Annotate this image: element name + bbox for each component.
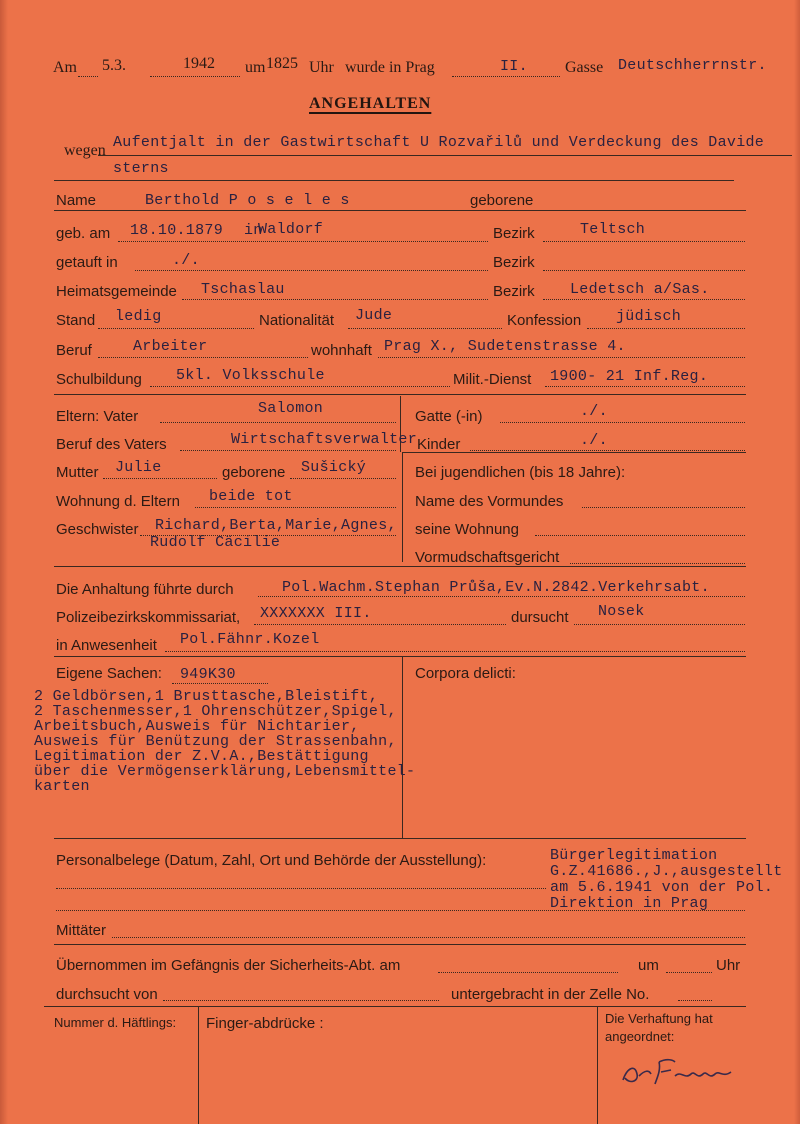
kommissariat-label: Polizeibezirkskommissariat, bbox=[56, 609, 241, 626]
rule bbox=[172, 683, 268, 684]
wohnhaft-label: wohnhaft bbox=[311, 342, 372, 359]
milit-value: 1900- 21 Inf.Reg. bbox=[550, 368, 709, 385]
items-line: Ausweis für Benützung der Strassenbahn, bbox=[34, 733, 397, 750]
dursucht-value: Nosek bbox=[598, 603, 645, 620]
rule bbox=[78, 76, 98, 77]
street: Deutschherrnstr. bbox=[618, 57, 767, 74]
rule bbox=[587, 328, 745, 329]
stand-label: Stand bbox=[56, 312, 96, 329]
personalbelege-line: G.Z.41686.,J.,ausgestellt bbox=[550, 863, 783, 880]
geschwister-label: Geschwister bbox=[56, 521, 139, 538]
rule bbox=[150, 76, 240, 77]
jugend-label: Bei jugendlichen (bis 18 Jahre): bbox=[415, 464, 626, 481]
personalbelege-line: Bürgerlegitimation bbox=[550, 847, 718, 864]
rule bbox=[348, 328, 502, 329]
um-label: um bbox=[245, 59, 266, 76]
gatte-value: ./. bbox=[580, 403, 608, 420]
finger-label: Finger-abdrücke : bbox=[206, 1015, 324, 1032]
wegen-label: wegen bbox=[64, 142, 106, 159]
rule bbox=[574, 624, 745, 625]
verhaftung-label-1: Die Verhaftung hat bbox=[605, 1011, 713, 1026]
district: II. bbox=[500, 58, 528, 75]
rule bbox=[378, 357, 745, 358]
rule bbox=[438, 972, 618, 973]
wohnung-eltern-value: beide tot bbox=[209, 488, 293, 505]
bezirk-value: Teltsch bbox=[580, 221, 646, 238]
verhaftung-label-2: angeordnet: bbox=[605, 1029, 675, 1044]
durchsucht-label: durchsucht von bbox=[56, 986, 158, 1003]
items-line: 2 Taschenmesser,1 Ohrenschützer,Spigel, bbox=[34, 703, 397, 720]
stand-value: ledig bbox=[115, 308, 162, 325]
wurde-label: wurde in Prag bbox=[345, 59, 435, 76]
kinder-label: Kinder bbox=[417, 436, 461, 453]
personalbelege-line: Direktion in Prag bbox=[550, 895, 709, 912]
schule-label: Schulbildung bbox=[56, 371, 142, 388]
mittaeter-label: Mittäter bbox=[56, 922, 107, 939]
anwesenheit-value: Pol.Fähnr.Kozel bbox=[180, 631, 320, 648]
rule bbox=[570, 563, 745, 564]
items-line: Arbeitsbuch,Ausweis für Nichtarier, bbox=[34, 718, 360, 735]
am-label: Am bbox=[53, 59, 77, 76]
paper-edge-left bbox=[0, 0, 8, 1124]
haeftling-label: Nummer d. Häftlings: bbox=[54, 1015, 177, 1030]
schule-value: 5kl. Volksschule bbox=[176, 367, 325, 384]
rule bbox=[163, 1000, 439, 1001]
rule bbox=[543, 299, 745, 300]
rule bbox=[678, 1000, 712, 1001]
section-rule bbox=[54, 838, 746, 839]
anhaltung-label: Die Anhaltung führte durch bbox=[56, 581, 234, 598]
form-title: ANGEHALTEN bbox=[309, 95, 432, 112]
rule bbox=[500, 422, 745, 423]
geb-label: geb. am bbox=[56, 225, 111, 242]
birth-place: Waldorf bbox=[258, 221, 324, 238]
beruf-value: Arbeiter bbox=[133, 338, 208, 355]
signature-image bbox=[615, 1040, 740, 1090]
vormund-wohnung-label: seine Wohnung bbox=[415, 521, 519, 538]
rule bbox=[195, 507, 396, 508]
bezirk-label: Bezirk bbox=[493, 283, 535, 300]
rule bbox=[545, 386, 745, 387]
geborene-label: geborene bbox=[470, 192, 534, 209]
anwesenheit-label: in Anwesenheit bbox=[56, 637, 157, 654]
items-line: über die Vermögenserklärung,Lebensmittel- bbox=[34, 763, 416, 780]
gasse-label: Gasse bbox=[565, 59, 604, 76]
section-rule bbox=[54, 394, 746, 395]
kommissariat-value: XXXXXXX III. bbox=[260, 605, 372, 622]
rule bbox=[582, 507, 745, 508]
vormund-label: Name des Vormundes bbox=[415, 493, 564, 510]
bezirk-value: Ledetsch a/Sas. bbox=[570, 281, 710, 298]
mutter-label: Mutter bbox=[56, 464, 99, 481]
corpora-label: Corpora delicti: bbox=[415, 665, 516, 682]
items-line: Legitimation der Z.V.A.,Bestättigung bbox=[34, 748, 369, 765]
um-label-footer: um bbox=[638, 957, 659, 974]
column-divider bbox=[597, 1006, 598, 1124]
column-divider bbox=[402, 452, 403, 562]
heimat-value: Tschaslau bbox=[201, 281, 285, 298]
wohnhaft-value: Prag X., Sudetenstrasse 4. bbox=[384, 338, 626, 355]
gericht-label: Vormudschaftsgericht bbox=[415, 549, 560, 566]
vater-value: Salomon bbox=[258, 400, 324, 417]
rule bbox=[56, 910, 745, 911]
rule bbox=[140, 535, 396, 536]
section-rule bbox=[54, 944, 746, 945]
rule bbox=[135, 270, 488, 271]
nationalitaet-label: Nationalität bbox=[259, 312, 335, 329]
rule bbox=[98, 328, 254, 329]
rule bbox=[254, 624, 506, 625]
items-line: 2 Geldbörsen,1 Brusttasche,Bleistift, bbox=[34, 688, 379, 705]
getauft-label: getauft in bbox=[56, 254, 118, 271]
section-rule bbox=[44, 1006, 746, 1007]
beruf-vater-label: Beruf des Vaters bbox=[56, 436, 167, 453]
rule bbox=[118, 241, 488, 242]
reason-line-2: sterns bbox=[113, 160, 169, 177]
beruf-label: Beruf bbox=[56, 342, 92, 359]
mutter-geb-label: geborene bbox=[222, 464, 286, 481]
rule bbox=[180, 450, 396, 451]
rule bbox=[54, 180, 734, 181]
uhr-label: Uhr bbox=[309, 59, 334, 76]
mutter-value: Julie bbox=[115, 459, 162, 476]
name-value: Berthold P o s e l e s bbox=[145, 192, 350, 209]
gatte-label: Gatte (-in) bbox=[415, 408, 483, 425]
geschwister-line-2: Rudolf Cäcilie bbox=[150, 534, 281, 551]
rule bbox=[56, 888, 546, 889]
items-list bbox=[34, 689, 415, 794]
birth-date: 18.10.1879 bbox=[130, 222, 224, 239]
rule bbox=[470, 450, 745, 451]
nationalitaet-value: Jude bbox=[355, 307, 393, 324]
beruf-vater-value: Wirtschaftsverwalter bbox=[231, 431, 418, 448]
anhaltung-value: Pol.Wachm.Stephan Průša,Ev.N.2842.Verkehrsabt. bbox=[282, 579, 710, 596]
arrest-date-day: 5.3. bbox=[102, 57, 126, 74]
section-rule bbox=[54, 656, 746, 657]
rule bbox=[103, 478, 217, 479]
geschwister-line-1: Richard,Berta,Marie,Agnes, bbox=[155, 517, 397, 534]
rule bbox=[535, 535, 745, 536]
kinder-value: ./. bbox=[580, 432, 608, 449]
rule bbox=[182, 299, 488, 300]
uebernommen-label: Übernommen im Gefängnis der Sicherheits-Abt. am bbox=[56, 957, 401, 974]
rule bbox=[98, 155, 792, 156]
wohnung-eltern-label: Wohnung d. Eltern bbox=[56, 493, 180, 510]
dursucht-label: dursucht bbox=[511, 609, 569, 626]
items-line: karten bbox=[34, 778, 90, 795]
bezirk-label: Bezirk bbox=[493, 254, 535, 271]
rule bbox=[98, 357, 308, 358]
section-rule bbox=[54, 566, 746, 567]
personalbelege-value bbox=[550, 848, 783, 912]
heimat-label: Heimatsgemeinde bbox=[56, 283, 177, 300]
rule bbox=[452, 76, 560, 77]
paper-edge-right bbox=[794, 0, 800, 1124]
konfession-value: jüdisch bbox=[616, 308, 682, 325]
in-label: in bbox=[244, 222, 263, 239]
uhr-label-footer: Uhr bbox=[716, 957, 741, 974]
arrest-time: 1825 bbox=[266, 55, 298, 72]
milit-label: Milit.-Dienst bbox=[453, 371, 532, 388]
vater-label: Eltern: Vater bbox=[56, 408, 139, 425]
rule bbox=[666, 972, 712, 973]
reason-line-1: Aufentjalt in der Gastwirtschaft U Rozvařilů und Verdeckung des Davide bbox=[113, 134, 765, 151]
mutter-geb-value: Sušický bbox=[301, 459, 367, 476]
arrest-year: 1942 bbox=[183, 55, 215, 72]
sachen-label: Eigene Sachen: bbox=[56, 665, 162, 682]
personalbelege-label: Personalbelege (Datum, Zahl, Ort und Behörde der Ausstellung): bbox=[56, 852, 487, 869]
zelle-label: untergebracht in der Zelle No. bbox=[451, 986, 650, 1003]
rule bbox=[543, 241, 745, 242]
konfession-label: Konfession bbox=[507, 312, 582, 329]
personalbelege-line: am 5.6.1941 von der Pol. bbox=[550, 879, 774, 896]
rule bbox=[290, 478, 396, 479]
rule bbox=[160, 422, 396, 423]
rule bbox=[543, 270, 745, 271]
rule bbox=[165, 651, 745, 652]
rule bbox=[112, 937, 745, 938]
rule bbox=[150, 386, 450, 387]
bezirk-label: Bezirk bbox=[493, 225, 535, 242]
money-value: 949K30 bbox=[180, 666, 236, 683]
name-label: Name bbox=[56, 192, 97, 209]
rule bbox=[258, 596, 745, 597]
getauft-value: ./. bbox=[172, 252, 200, 269]
rule bbox=[54, 210, 746, 211]
rule bbox=[402, 452, 746, 453]
column-divider bbox=[198, 1006, 199, 1124]
